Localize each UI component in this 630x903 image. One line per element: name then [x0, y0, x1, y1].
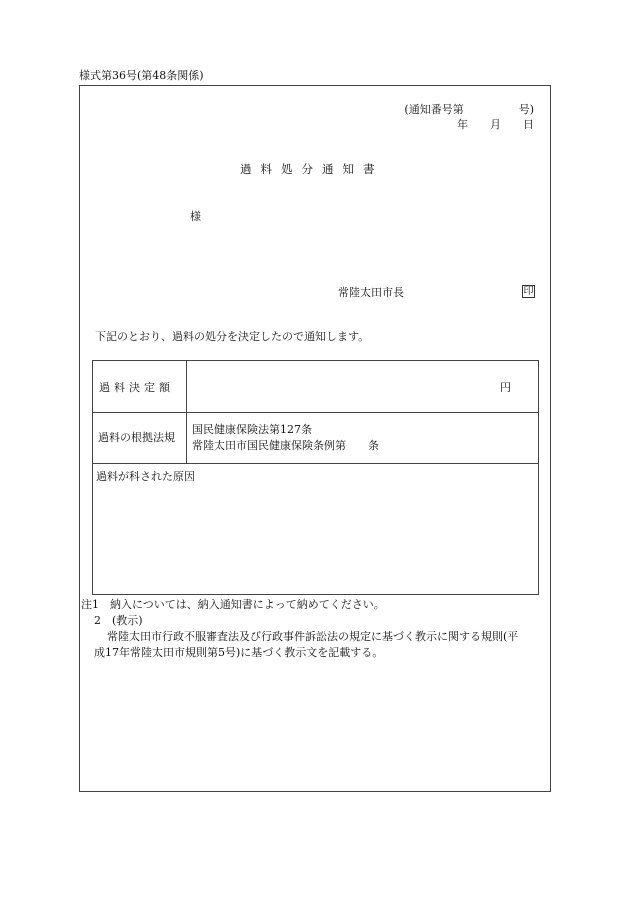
- seal-stamp: 印: [523, 286, 534, 297]
- amount-unit: 円: [500, 381, 511, 394]
- legal-basis-label: 過料の根拠法規: [98, 431, 175, 444]
- legal-basis-line1: 国民健康保険法第127条: [192, 423, 312, 436]
- amount-label: 過料決定額: [99, 381, 174, 394]
- note-2-heading: 2 (教示): [94, 614, 143, 627]
- table-divider: [93, 412, 538, 413]
- notice-number: (通知番号第 号): [404, 103, 534, 116]
- reason-label: 過料が科された原因: [96, 470, 195, 483]
- form-number-label: 様式第36号(第48条関係): [79, 69, 204, 82]
- note-1: 注1 納入については、納入通知書によって納めてください。: [81, 598, 385, 611]
- recipient-honorific: 様: [190, 210, 201, 223]
- issue-date: 年 月 日: [457, 118, 534, 131]
- document-title: 過料処分通知書: [240, 162, 384, 176]
- issuer-name: 常陸太田市長: [338, 286, 404, 299]
- intro-text: 下記のとおり、過料の処分を決定したので通知します。: [95, 330, 370, 343]
- legal-basis-line2: 常陸太田市国民健康保険条例第 条: [192, 439, 379, 452]
- table-divider: [93, 463, 538, 464]
- note-2-text-line2: 成17年常陸太田市規則第5号)に基づく教示文を記載する。: [94, 646, 384, 659]
- table-column-divider: [186, 361, 187, 463]
- note-2-text-line1: 常陸太田市行政不服審査法及び行政事件訴訟法の規定に基づく教示に関する規則(平: [107, 630, 519, 643]
